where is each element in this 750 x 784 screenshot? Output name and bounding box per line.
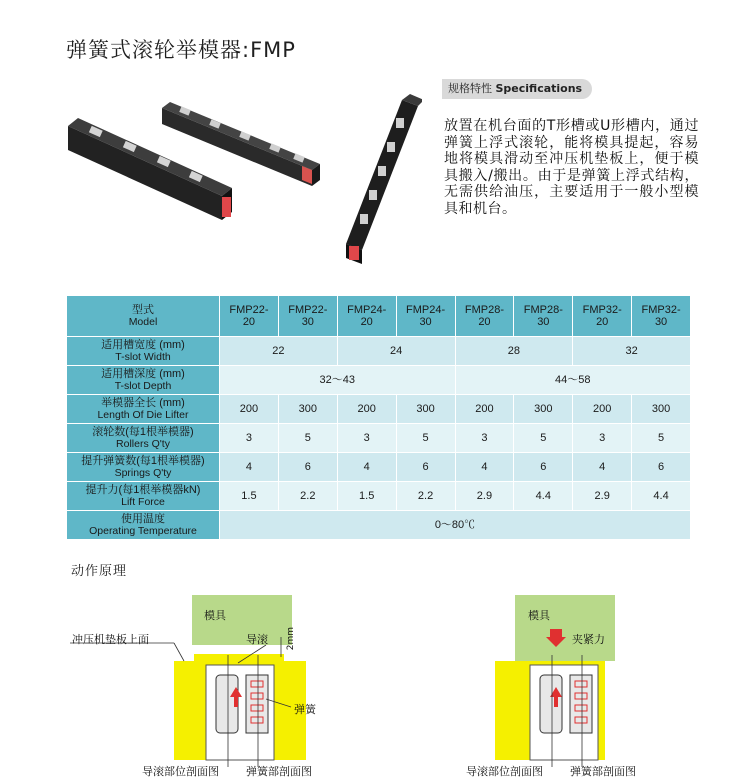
row-label-temperature: 使用温度 Operating Temperature xyxy=(67,511,220,540)
header-model: 型式 Model xyxy=(67,296,220,337)
table-row xyxy=(67,337,691,366)
header-model-cell: FMP22- 20 xyxy=(220,296,279,337)
table-cell: 5 xyxy=(514,424,573,453)
label-gap: 2mm xyxy=(286,627,296,651)
table-cell: 300 xyxy=(278,395,337,424)
label-press-plate: 冲压机垫板上面 xyxy=(72,633,149,646)
table-row xyxy=(67,424,691,453)
table-cell: 5 xyxy=(278,424,337,453)
label-clamp-force: 夹紧力 xyxy=(572,633,605,646)
table-cell: 3 xyxy=(337,424,396,453)
label-mold: 模具 xyxy=(204,609,226,622)
table-cell: 28 xyxy=(455,337,573,366)
table-row xyxy=(67,395,691,424)
header-model-cell: FMP28- 30 xyxy=(514,296,573,337)
table-cell: 1.5 xyxy=(220,482,279,511)
table-row xyxy=(67,482,691,511)
table-cell: 300 xyxy=(632,395,691,424)
page-title: 弹簧式滚轮举模器:FMP xyxy=(66,38,296,62)
table-cell: 2.9 xyxy=(455,482,514,511)
product-description: 放置在机台面的T形槽或U形槽内，通过弹簧上浮式滚轮，能将模具提起，容易地将模具滑动至冲压机垫板上，便于模具搬入/搬出。由于是弹簧上浮式结构，无需供给油压，主要适用于一般小型模具和机台。 xyxy=(444,118,699,217)
label-section-roller: 导滚部位剖面图 xyxy=(466,765,543,778)
table-cell: 200 xyxy=(220,395,279,424)
diagram-left-drawing xyxy=(66,595,326,780)
table-cell: 24 xyxy=(337,337,455,366)
table-cell: 0～80℃ xyxy=(220,511,691,540)
diagram-left xyxy=(66,595,326,780)
header-model-cell: FMP24- 20 xyxy=(337,296,396,337)
table-cell: 6 xyxy=(278,453,337,482)
table-cell: 4.4 xyxy=(632,482,691,511)
header-model-cell: FMP32- 30 xyxy=(632,296,691,337)
header-model-cell: FMP32- 20 xyxy=(573,296,632,337)
table-row xyxy=(67,511,691,540)
label-section-spring: 弹簧部剖面图 xyxy=(246,765,312,778)
table-cell: 4.4 xyxy=(514,482,573,511)
product-photo xyxy=(62,78,422,268)
table-cell: 300 xyxy=(514,395,573,424)
table-cell: 1.5 xyxy=(337,482,396,511)
label-spring: 弹簧 xyxy=(294,703,316,716)
spec-badge-en: Specifications xyxy=(495,82,583,95)
row-label-length: 举模器全长 (mm) Length Of Die Lifter xyxy=(67,395,220,424)
table-cell: 5 xyxy=(396,424,455,453)
table-cell: 6 xyxy=(396,453,455,482)
table-cell: 2.9 xyxy=(573,482,632,511)
table-cell: 44～58 xyxy=(455,366,691,395)
table-cell: 4 xyxy=(337,453,396,482)
table-cell: 3 xyxy=(220,424,279,453)
table-cell: 4 xyxy=(573,453,632,482)
table-cell: 200 xyxy=(337,395,396,424)
label-section-roller: 导滚部位剖面图 xyxy=(142,765,219,778)
table-row xyxy=(67,453,691,482)
header-model-cell: FMP24- 30 xyxy=(396,296,455,337)
table-cell: 3 xyxy=(455,424,514,453)
spec-badge-cn: 规格特性 xyxy=(448,82,492,95)
table-cell: 2.2 xyxy=(396,482,455,511)
lifter-bar-standing xyxy=(346,94,422,264)
table-cell: 6 xyxy=(514,453,573,482)
label-guide-roller: 导滚 xyxy=(246,633,268,646)
table-header-row xyxy=(67,296,691,337)
label-mold: 模具 xyxy=(528,609,550,622)
table-cell: 2.2 xyxy=(278,482,337,511)
row-label-rollers: 滚轮数(每1根举模器) Rollers Q'ty xyxy=(67,424,220,453)
section-title-principle: 动作原理 xyxy=(71,564,128,579)
table-cell: 32～43 xyxy=(220,366,456,395)
header-model-cell: FMP28- 20 xyxy=(455,296,514,337)
diagram-right xyxy=(400,595,680,780)
table-cell: 4 xyxy=(220,453,279,482)
table-row xyxy=(67,366,691,395)
specifications-badge xyxy=(442,79,592,99)
table-cell: 4 xyxy=(455,453,514,482)
table-cell: 6 xyxy=(632,453,691,482)
table-cell: 32 xyxy=(573,337,691,366)
table-cell: 3 xyxy=(573,424,632,453)
table-cell: 300 xyxy=(396,395,455,424)
row-label-slot-width: 适用槽宽度 (mm) T-slot Width xyxy=(67,337,220,366)
label-section-spring: 弹簧部剖面图 xyxy=(570,765,636,778)
row-label-slot-depth: 适用槽深度 (mm) T-slot Depth xyxy=(67,366,220,395)
row-label-springs: 提升弹簧数(每1根举模器) Springs Q'ty xyxy=(67,453,220,482)
table-cell: 5 xyxy=(632,424,691,453)
table-cell: 200 xyxy=(455,395,514,424)
table-cell: 22 xyxy=(220,337,338,366)
row-label-lift-force: 提升力(每1根举模器kN) Lift Force xyxy=(67,482,220,511)
table-cell: 200 xyxy=(573,395,632,424)
header-model-cell: FMP22- 30 xyxy=(278,296,337,337)
spec-table xyxy=(66,295,691,540)
